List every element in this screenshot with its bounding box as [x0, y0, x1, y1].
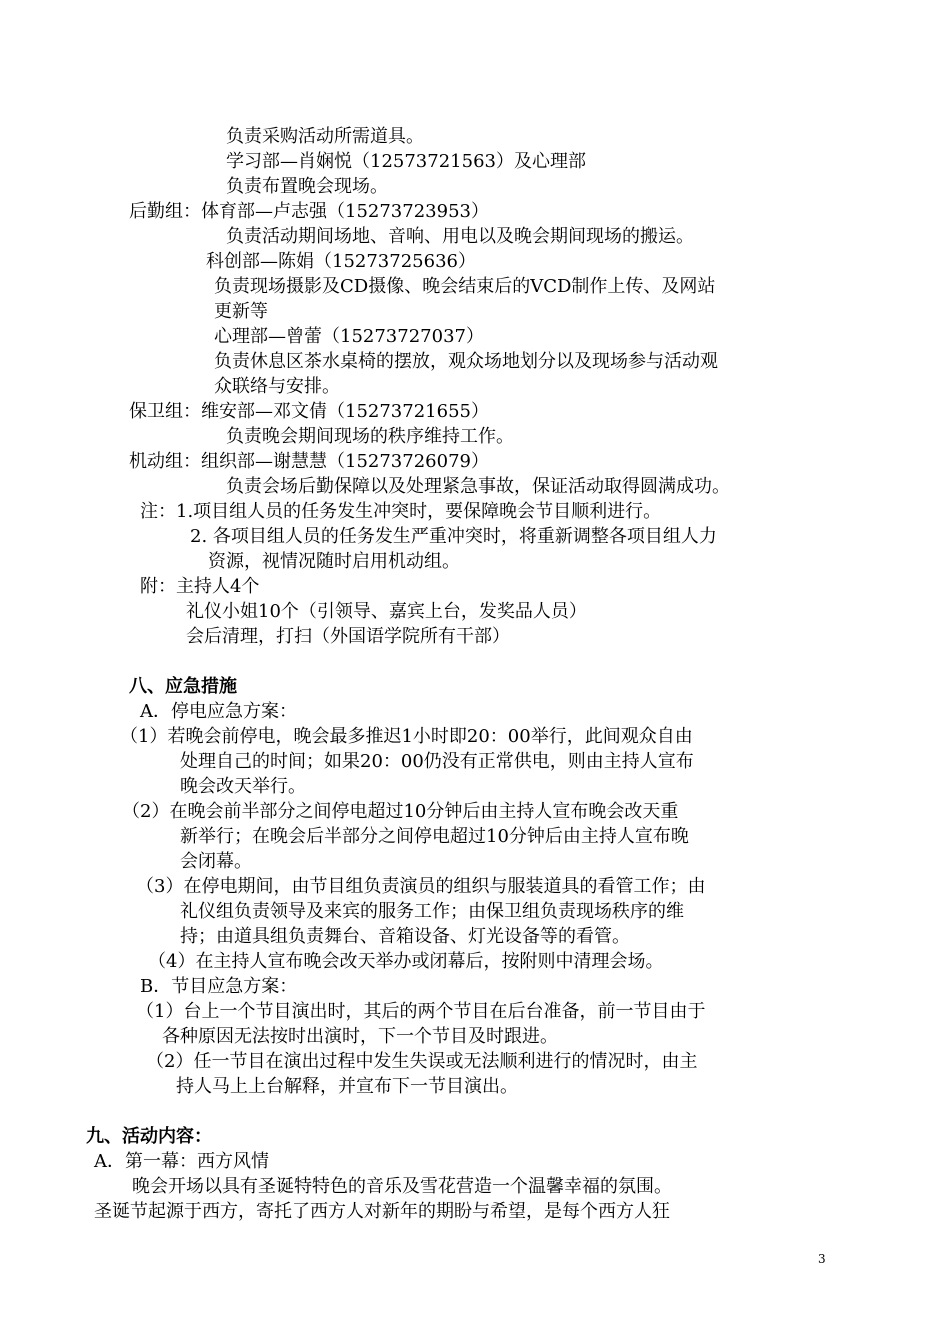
text-line: 后勤组：体育部—卢志强（15273723953） [129, 201, 489, 222]
appendix-line: 礼仪小姐10个（引领导、嘉宾上台，发奖品人员） [186, 601, 587, 622]
text-line: 负责休息区茶水桌椅的摆放，观众场地划分以及现场参与活动观 [214, 351, 718, 372]
text-line: 处理自己的时间；如果20：00仍没有正常供电，则由主持人宣布 [180, 751, 694, 772]
subsection-heading: A．第一幕：西方风情 [94, 1151, 269, 1172]
page-number: 3 [818, 1252, 826, 1266]
text-line: 新举行；在晚会后半部分之间停电超过10分钟后由主持人宣布晚 [180, 826, 689, 847]
section-heading: 九、活动内容： [86, 1126, 212, 1147]
text-line: 圣诞节起源于西方，寄托了西方人对新年的期盼与希望，是每个西方人狂 [94, 1201, 670, 1222]
text-line: （2）任一节目在演出过程中发生失误或无法顺利进行的情况时，由主 [146, 1051, 698, 1072]
text-line: 负责活动期间场地、音响、用电以及晚会期间现场的搬运。 [226, 226, 694, 247]
text-line: 学习部—肖娴悦（12573721563）及心理部 [226, 151, 586, 172]
text-line: 礼仪组负责领导及来宾的服务工作；由保卫组负责现场秩序的维 [180, 901, 684, 922]
text-line: 晚会改天举行。 [180, 776, 306, 797]
subsection-heading: B．节目应急方案： [140, 976, 298, 997]
text-line: 会闭幕。 [180, 851, 252, 872]
note-line: 2. 各项目组人员的任务发生严重冲突时，将重新调整各项目组人力 [190, 526, 717, 547]
appendix-line: 附：主持人4个 [140, 576, 260, 597]
text-line: 负责晚会期间现场的秩序维持工作。 [226, 426, 514, 447]
text-line: 各种原因无法按时出演时，下一个节目及时跟进。 [162, 1026, 558, 1047]
text-line: 负责会场后勤保障以及处理紧急事故，保证活动取得圆满成功。 [226, 476, 730, 497]
text-line: 持；由道具组负责舞台、音箱设备、灯光设备等的看管。 [180, 926, 630, 947]
text-line: 更新等 [214, 301, 268, 322]
text-line: 保卫组：维安部—邓文倩（15273721655） [129, 401, 489, 422]
text-line: （2）在晚会前半部分之间停电超过10分钟后由主持人宣布晚会改天重 [122, 801, 679, 822]
text-line: 机动组：组织部—谢慧慧（15273726079） [129, 451, 489, 472]
text-line: 晚会开场以具有圣诞特特色的音乐及雪花营造一个温馨幸福的氛围。 [132, 1176, 672, 1197]
text-line: （4）在主持人宣布晚会改天举办或闭幕后，按附则中清理会场。 [148, 951, 664, 972]
section-heading: 八、应急措施 [129, 676, 237, 697]
text-line: （1）台上一个节目演出时，其后的两个节目在后台准备，前一节目由于 [136, 1001, 706, 1022]
subsection-heading: A．停电应急方案： [140, 701, 297, 722]
text-line: （3）在停电期间，由节目组负责演员的组织与服装道具的看管工作；由 [136, 876, 706, 897]
text-line: 持人马上上台解释，并宣布下一节目演出。 [176, 1076, 518, 1097]
appendix-line: 会后清理，打扫（外国语学院所有干部） [186, 626, 510, 647]
text-line: 负责采购活动所需道具。 [226, 126, 424, 147]
text-line: 负责布置晚会现场。 [226, 176, 388, 197]
note-line: 注：1.项目组人员的任务发生冲突时，要保障晚会节目顺利进行。 [140, 501, 662, 522]
text-line: 心理部—曾蕾（15273727037） [214, 326, 484, 347]
text-line: 科创部—陈娟（15273725636） [206, 251, 476, 272]
text-line: 负责现场摄影及CD摄像、晚会结束后的VCD制作上传、及网站 [214, 276, 716, 297]
note-line: 资源，视情况随时启用机动组。 [208, 551, 460, 572]
text-line: （1）若晚会前停电，晚会最多推迟1小时即20：00举行，此间观众自由 [120, 726, 693, 747]
text-line: 众联络与安排。 [214, 376, 340, 397]
